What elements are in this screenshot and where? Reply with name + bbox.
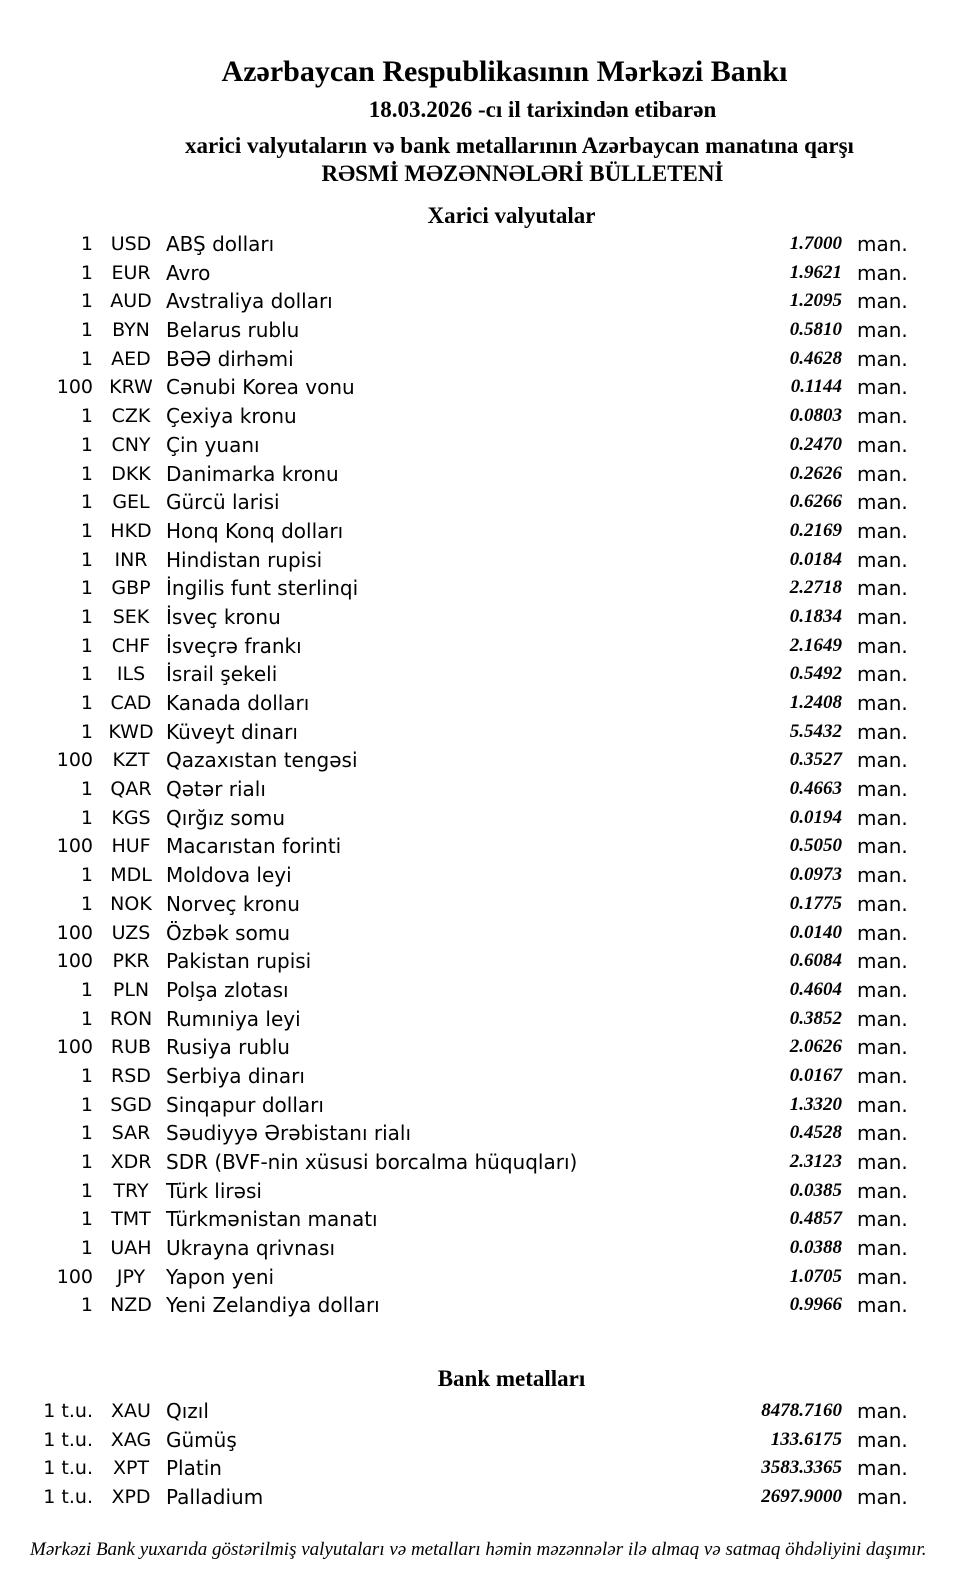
currency-row (0, 689, 979, 718)
currency-row (0, 976, 979, 1005)
quantity: 1 t.u. (43, 1428, 93, 1451)
metal-row (0, 1426, 979, 1455)
currency-name: Çin yuanı (166, 432, 260, 457)
currency-name: Avstraliya dolları (166, 289, 333, 314)
currency-code: USD (110, 233, 152, 255)
rate-value: 0.3852 (789, 1007, 842, 1029)
currency-name: Danimarka kronu (166, 461, 339, 486)
rate-value: 0.9966 (789, 1294, 842, 1316)
currency-code: EUR (111, 261, 151, 284)
quantity: 100 (56, 950, 93, 973)
quantity: 100 (56, 376, 93, 399)
rate-value: 1.7000 (789, 233, 842, 254)
quantity: 1 (80, 433, 93, 456)
rate-unit: man. (857, 748, 908, 773)
rate-value: 0.6084 (789, 950, 842, 972)
currency-name: Honq Konq dolları (166, 518, 344, 543)
rate-unit: man. (857, 1035, 908, 1060)
quantity: 1 (80, 233, 93, 255)
rate-unit: man. (857, 346, 908, 371)
quantity: 100 (56, 749, 93, 772)
quantity: 1 (80, 1007, 93, 1030)
currency-row (0, 431, 979, 460)
rate-value: 0.4528 (789, 1122, 842, 1144)
rate-value: 5.5432 (789, 720, 842, 742)
currency-code: KZT (112, 749, 150, 772)
currency-name: Avro (166, 260, 211, 285)
currency-code: XAU (111, 1400, 151, 1422)
currency-name: SDR (BVF-nin xüsusi borcalma hüquqları) (166, 1150, 578, 1174)
currency-code: JPY (116, 1265, 146, 1288)
currency-code: KWD (108, 720, 154, 743)
currency-name: Qızıl (166, 1399, 209, 1423)
currency-code: XPT (112, 1457, 150, 1480)
quantity: 1 (80, 319, 93, 342)
rate-unit: man. (857, 289, 908, 314)
quantity: 1 (80, 1208, 93, 1231)
currency-row (0, 1091, 979, 1120)
currency-code: BYN (112, 319, 150, 342)
currency-name: BƏƏ dirhəmi (166, 346, 294, 371)
currency-name: Ukrayna qrivnası (166, 1236, 336, 1261)
currency-row (0, 1234, 979, 1263)
rate-unit: man. (857, 662, 908, 687)
rate-value: 0.0803 (789, 405, 842, 427)
currency-name: Yapon yeni (166, 1264, 275, 1289)
quantity: 1 (80, 491, 93, 514)
rate-value: 0.0973 (789, 864, 842, 886)
rate-unit: man. (857, 576, 908, 601)
rate-value: 0.5810 (789, 319, 842, 341)
currency-row (0, 1148, 979, 1177)
rate-unit: man. (857, 1092, 908, 1117)
quantity: 100 (56, 921, 93, 944)
rate-value: 0.2470 (789, 433, 842, 455)
currency-row (0, 746, 979, 775)
rate-unit: man. (857, 949, 908, 974)
currency-row (0, 1119, 979, 1148)
rate-unit: man. (857, 1456, 908, 1481)
currency-code: HUF (111, 835, 151, 858)
rate-value: 2.3123 (789, 1151, 842, 1172)
bank-title: Azərbaycan Respublikasının Mərkəzi Bankı (221, 55, 788, 88)
currency-name: ABŞ dolları (166, 232, 275, 256)
quantity: 100 (56, 1036, 93, 1059)
currency-row (0, 632, 979, 661)
currency-name: Macarıstan forinti (166, 834, 342, 859)
currency-code: XPD (111, 1486, 151, 1509)
rate-unit: man. (857, 1178, 908, 1203)
quantity: 1 (80, 663, 93, 686)
currency-code: TRY (113, 1179, 149, 1202)
currency-code: INR (114, 548, 148, 571)
metals-table (0, 1397, 979, 1512)
rate-unit: man. (857, 805, 908, 830)
currency-code: NZD (110, 1294, 152, 1317)
currency-code: PLN (112, 978, 150, 1001)
currency-name: Norveç kronu (166, 891, 300, 916)
quantity: 1 (80, 692, 93, 714)
rate-value: 0.1775 (789, 892, 842, 914)
currency-name: Türk lirəsi (166, 1178, 262, 1203)
currency-code: RON (109, 1007, 153, 1030)
currency-name: Moldova leyi (166, 863, 292, 888)
rate-unit: man. (857, 834, 908, 859)
rate-value: 3583.3365 (761, 1457, 842, 1479)
rate-unit: man. (857, 518, 908, 543)
quantity: 100 (56, 835, 93, 858)
rate-unit: man. (857, 1121, 908, 1146)
currency-name: Sinqapur dolları (166, 1092, 324, 1117)
currency-row (0, 861, 979, 890)
currency-row (0, 316, 979, 345)
quantity: 1 (80, 290, 93, 313)
rate-value: 0.0184 (789, 548, 842, 570)
currency-name: İngilis funt sterlinqi (166, 576, 359, 601)
currency-name: Platin (166, 1456, 222, 1481)
footer-note: Mərkəzi Bank yuxarıda göstərilmiş valyutaları və metalları həmin məzənnələr ilə almaq və satmaq öhdəliyini daşımır. (30, 1539, 927, 1560)
rate-unit: man. (857, 1293, 908, 1318)
currency-row (0, 660, 979, 689)
currency-name: İsveçrə frankı (166, 633, 302, 658)
rate-value: 0.1834 (789, 605, 842, 627)
currency-row (0, 488, 979, 517)
currency-code: HKD (110, 519, 152, 542)
quantity: 1 (80, 577, 93, 600)
quantity: 1 (80, 1294, 93, 1317)
currency-name: İsrail şekeli (166, 662, 278, 687)
bulletin-title: RƏSMİ MƏZƏNNƏLƏRİ BÜLLETENİ (321, 161, 724, 186)
rate-unit: man. (857, 318, 908, 343)
rate-unit: man. (857, 691, 908, 715)
rate-unit: man. (857, 232, 908, 256)
currency-name: Qazaxıstan tengəsi (166, 748, 358, 773)
currency-code: DKK (111, 462, 151, 485)
currency-name: İsveç kronu (166, 604, 281, 629)
rate-value: 0.0385 (789, 1179, 842, 1201)
currency-row (0, 890, 979, 919)
metal-row (0, 1454, 979, 1483)
quantity: 1 (80, 261, 93, 284)
quantity: 1 (80, 978, 93, 1001)
quantity: 1 (80, 1179, 93, 1202)
rate-value: 1.3320 (789, 1093, 842, 1115)
currency-row (0, 230, 979, 259)
currency-code: QAR (110, 778, 152, 801)
rate-value: 2.2718 (789, 577, 842, 599)
currency-code: SGD (110, 1093, 152, 1116)
quantity: 1 (80, 778, 93, 801)
rate-unit: man. (857, 1150, 908, 1174)
currency-name: Rusiya rublu (166, 1035, 290, 1060)
rate-value: 1.9621 (789, 261, 842, 283)
currency-row (0, 1205, 979, 1234)
rate-value: 0.4857 (789, 1208, 842, 1230)
rate-value: 0.2626 (789, 462, 842, 484)
currency-row (0, 1033, 979, 1062)
currency-row (0, 460, 979, 489)
rate-value: 0.6266 (789, 491, 842, 513)
currency-code: PKR (112, 950, 150, 973)
quantity: 1 (80, 462, 93, 485)
currency-code: MDL (110, 864, 152, 887)
currency-name: Cənubi Korea vonu (166, 375, 355, 400)
rate-unit: man. (857, 777, 908, 802)
rate-unit: man. (857, 920, 908, 945)
rate-value: 1.2095 (789, 290, 842, 312)
quantity: 1 (80, 1122, 93, 1145)
currency-code: UAH (110, 1237, 152, 1260)
quantity: 1 t.u. (43, 1400, 93, 1422)
currency-code: GEL (112, 491, 150, 514)
currency-row (0, 574, 979, 603)
currency-row (0, 402, 979, 431)
quantity: 1 (80, 1237, 93, 1260)
currency-row (0, 775, 979, 804)
currency-name: Kanada dolları (166, 691, 310, 715)
quantity: 1 (80, 1064, 93, 1087)
metals-section-heading: Bank metalları (437, 1366, 586, 1391)
rate-value: 0.1144 (790, 376, 842, 398)
currency-row (0, 919, 979, 948)
rate-unit: man. (857, 604, 908, 629)
rate-value: 1.0705 (789, 1265, 842, 1287)
currency-row (0, 1062, 979, 1091)
currency-row (0, 804, 979, 833)
rate-unit: man. (857, 547, 908, 572)
rate-value: 0.0167 (789, 1064, 842, 1086)
currency-code: XAG (110, 1428, 152, 1451)
currency-code: KGS (111, 806, 151, 829)
quantity: 100 (56, 1265, 93, 1288)
rate-value: 0.5050 (789, 835, 842, 857)
currency-code: CNY (111, 433, 151, 456)
currency-name: Küveyt dinarı (166, 719, 298, 744)
currency-row (0, 517, 979, 546)
rate-unit: man. (857, 490, 908, 515)
quantity: 1 (80, 405, 93, 428)
currency-row (0, 259, 979, 288)
currency-name: Yeni Zelandiya dolları (166, 1293, 380, 1318)
currency-code: NOK (110, 892, 152, 915)
currency-code: GBP (111, 577, 151, 600)
currency-name: Qırğız somu (166, 805, 286, 830)
rate-unit: man. (857, 633, 908, 658)
currency-name: Türkmənistan manatı (166, 1207, 378, 1232)
rate-unit: man. (857, 432, 908, 457)
currency-code: SAR (111, 1122, 151, 1145)
rate-unit: man. (857, 863, 908, 888)
rate-value: 2.1649 (789, 634, 842, 656)
metal-row (0, 1483, 979, 1512)
rate-unit: man. (857, 461, 908, 486)
quantity: 1 (80, 347, 93, 370)
currency-row (0, 1291, 979, 1320)
currency-name: Qətər rialı (166, 777, 266, 802)
rate-value: 0.3527 (789, 749, 842, 771)
subtitle-scope-line: xarici valyutaların və bank metallarının Azərbaycan manatına qarşı (185, 133, 854, 158)
quantity: 1 (80, 605, 93, 628)
currency-code: CZK (111, 405, 151, 428)
rate-value: 2697.9000 (761, 1486, 842, 1508)
rate-value: 0.0140 (789, 921, 842, 943)
rate-unit: man. (857, 1399, 908, 1423)
currency-row (0, 718, 979, 747)
quantity: 1 t.u. (43, 1486, 93, 1509)
rate-value: 0.0194 (789, 806, 842, 828)
currency-name: Rumıniya leyi (166, 1006, 301, 1031)
rate-value: 133.6175 (770, 1428, 842, 1450)
quantity: 1 (80, 519, 93, 542)
rate-value: 0.5492 (789, 663, 842, 685)
currency-name: Polşa zlotası (166, 977, 289, 1002)
currency-code: ILS (116, 663, 146, 686)
currency-row (0, 603, 979, 632)
currency-row (0, 1263, 979, 1292)
rate-value: 0.0388 (789, 1237, 842, 1259)
currency-name: Belarus rublu (166, 318, 300, 343)
quantity: 1 (80, 806, 93, 829)
quantity: 1 (80, 1151, 93, 1173)
rate-unit: man. (857, 375, 908, 400)
effective-date-line: 18.03.2026 -cı il tarixindən etibarən (368, 97, 717, 122)
currency-code: RUB (110, 1036, 152, 1059)
rate-unit: man. (857, 260, 908, 285)
rate-value: 8478.7160 (761, 1400, 842, 1421)
currency-row (0, 1005, 979, 1034)
currency-row (0, 832, 979, 861)
currency-code: CAD (110, 692, 152, 714)
currency-row (0, 373, 979, 402)
metal-row (0, 1397, 979, 1426)
currency-name: Gürcü larisi (166, 490, 280, 515)
currency-code: CHF (111, 634, 151, 657)
currency-row (0, 1177, 979, 1206)
currency-row (0, 345, 979, 374)
rate-unit: man. (857, 1264, 908, 1289)
currency-code: TMT (111, 1208, 151, 1231)
quantity: 1 (80, 634, 93, 657)
currency-row (0, 947, 979, 976)
currency-code: XDR (110, 1151, 152, 1173)
quantity: 1 (80, 720, 93, 743)
rate-unit: man. (857, 891, 908, 916)
rate-unit: man. (857, 977, 908, 1002)
rate-value: 2.0626 (789, 1036, 842, 1058)
rate-value: 1.2408 (789, 692, 842, 713)
currencies-section-heading: Xarici valyutalar (427, 203, 596, 228)
currency-code: KRW (109, 376, 153, 399)
rate-value: 0.4604 (789, 978, 842, 1000)
currency-code: UZS (111, 921, 151, 944)
rate-unit: man. (857, 1427, 908, 1452)
quantity: 1 (80, 864, 93, 887)
currency-row (0, 546, 979, 575)
currency-name: Hindistan rupisi (166, 547, 323, 572)
currency-name: Gümüş (166, 1427, 237, 1452)
rate-unit: man. (857, 719, 908, 744)
currency-name: Çexiya kronu (166, 404, 297, 429)
currency-row (0, 287, 979, 316)
rate-unit: man. (857, 1207, 908, 1232)
quantity: 1 (80, 1093, 93, 1116)
rate-unit: man. (857, 1063, 908, 1088)
quantity: 1 t.u. (43, 1457, 93, 1480)
quantity: 1 (80, 548, 93, 571)
rate-unit: man. (857, 1236, 908, 1261)
currency-name: Palladium (166, 1485, 264, 1510)
currencies-table (0, 230, 979, 1320)
currency-code: AED (111, 347, 151, 370)
currency-name: Serbiya dinarı (166, 1063, 305, 1088)
currency-name: Pakistan rupisi (166, 949, 312, 974)
currency-code: SEK (112, 605, 150, 628)
quantity: 1 (80, 892, 93, 915)
currency-name: Özbək somu (166, 920, 290, 945)
currency-name: Səudiyyə Ərəbistanı rialı (166, 1121, 412, 1146)
currency-code: AUD (110, 290, 152, 313)
rate-unit: man. (857, 1006, 908, 1031)
rate-unit: man. (857, 404, 908, 429)
rate-unit: man. (857, 1485, 908, 1510)
currency-code: RSD (111, 1064, 151, 1087)
rate-value: 0.4628 (789, 347, 842, 369)
rate-value: 0.4663 (789, 778, 842, 800)
rate-value: 0.2169 (789, 519, 842, 541)
